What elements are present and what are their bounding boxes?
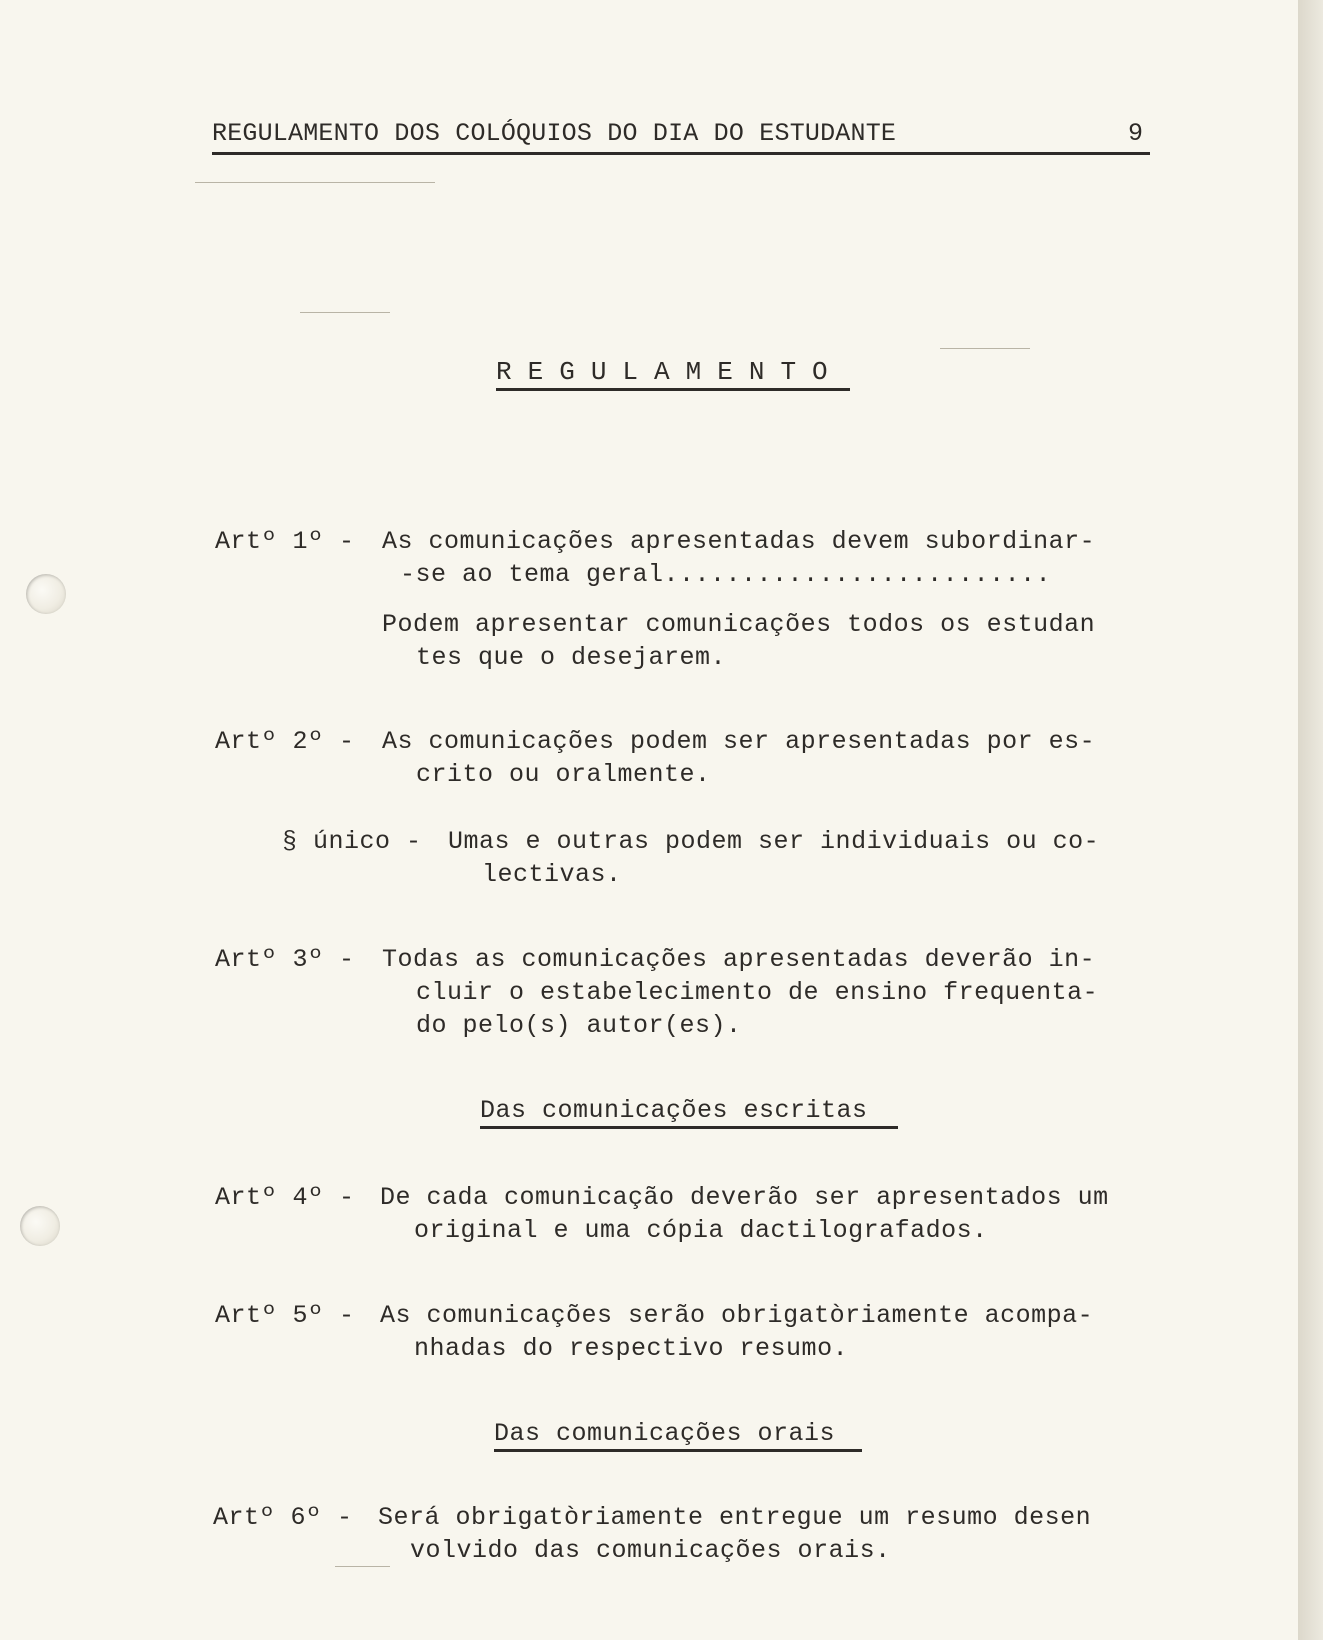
article-1-paragraph-line-1: Podem apresentar comunicações todos os estudan — [382, 610, 1096, 639]
punch-hole-top — [26, 574, 66, 614]
document-title: R E G U L A M E N T O — [496, 357, 828, 387]
paper-speck — [335, 1566, 390, 1567]
article-2-line-1: As comunicações podem ser apresentadas por es- — [382, 727, 1096, 756]
subheading-oral-underline — [494, 1449, 862, 1452]
article-2-section-line-2: lectivas. — [482, 860, 622, 889]
article-2-section-label: § único - — [282, 827, 422, 856]
punch-hole-bottom — [20, 1206, 60, 1246]
article-2-section-line-1: Umas e outras podem ser individuais ou co- — [448, 827, 1100, 856]
paper-speck — [300, 312, 390, 313]
article-6-line-2: volvido das comunicações orais. — [410, 1536, 891, 1565]
title-underline — [496, 388, 850, 391]
article-2-label: Artº 2º - — [215, 727, 355, 756]
page-number: 9 — [1128, 119, 1144, 148]
article-1-line-1: As comunicações apresentadas devem subordinar- — [382, 527, 1096, 556]
article-1-label: Artº 1º - — [215, 527, 355, 556]
subheading-written-underline — [480, 1126, 898, 1129]
article-4-line-1: De cada comunicação deverão ser apresentados um — [380, 1183, 1109, 1212]
paper-speck — [940, 348, 1030, 349]
article-4-line-2: original e uma cópia dactilografados. — [414, 1216, 988, 1245]
running-header: REGULAMENTO DOS COLÓQUIOS DO DIA DO ESTUDANTE — [212, 119, 897, 148]
article-6-label: Artº 6º - — [213, 1503, 353, 1532]
article-3-line-3: do pelo(s) autor(es). — [416, 1011, 742, 1040]
article-3-line-1: Todas as comunicações apresentadas deverão in- — [382, 945, 1096, 974]
header-underline — [212, 152, 1150, 155]
article-1-line-2: -se ao tema geral......................... — [400, 560, 1052, 589]
subheading-written-communications: Das comunicações escritas — [480, 1096, 868, 1125]
article-3-label: Artº 3º - — [215, 945, 355, 974]
article-3-line-2: cluir o estabelecimento de ensino frequenta- — [416, 978, 1099, 1007]
article-2-line-2: crito ou oralmente. — [416, 760, 711, 789]
article-6-line-1: Será obrigatòriamente entregue um resumo desen — [378, 1503, 1092, 1532]
page-edge — [1298, 0, 1323, 1640]
article-4-label: Artº 4º - — [215, 1183, 355, 1212]
article-5-line-1: As comunicações serão obrigatòriamente acompa- — [380, 1301, 1094, 1330]
paper-speck — [195, 182, 435, 183]
article-5-label: Artº 5º - — [215, 1301, 355, 1330]
article-1-paragraph-line-2: tes que o desejarem. — [416, 643, 727, 672]
article-5-line-2: nhadas do respectivo resumo. — [414, 1334, 849, 1363]
subheading-oral-communications: Das comunicações orais — [494, 1419, 836, 1448]
